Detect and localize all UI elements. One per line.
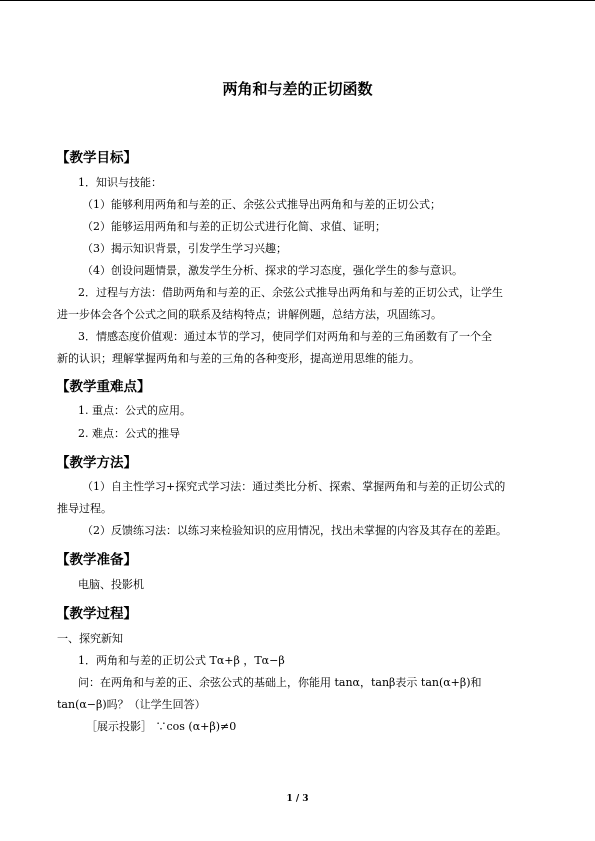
- method-line: （1）自主性学习+探究式学习法：通过类比分析、探索、掌握两角和与差的正切公式的: [82, 480, 506, 493]
- heading-objectives: 【教学目标】: [56, 150, 137, 166]
- objective-line: （3）揭示知识背景，引发学生学习兴趣；: [82, 242, 287, 255]
- method-line: （2）反馈练习法：以练习来检验知识的应用情况，找出未掌握的内容及其存在的差距。: [82, 524, 507, 537]
- objective-line: 3．情感态度价值观：通过本节的学习，使同学们对两角和与差的三角函数有了一个全: [78, 330, 492, 343]
- page-number: 1 / 3: [286, 794, 309, 804]
- objective-line: 2．过程与方法：借助两角和与差的正、余弦公式推导出两角和与差的正切公式，让学生: [78, 286, 503, 299]
- objective-line: （2）能够运用两角和与差的正切公式进行化简、求值、证明；: [82, 220, 386, 233]
- heading-methods: 【教学方法】: [56, 455, 137, 471]
- preparation-line: 电脑、投影机: [78, 578, 144, 591]
- process-line: 问：在两角和与差的正、余弦公式的基础上，你能用 tanα，tanβ表示 tan(α+β)和: [78, 676, 482, 689]
- process-line: tan(α−β)吗？（让学生回答）: [57, 698, 206, 711]
- top-rule: [0, 0, 595, 1]
- heading-process: 【教学过程】: [56, 606, 137, 622]
- method-line: 推导过程。: [57, 502, 112, 515]
- process-line: 一、探究新知: [57, 632, 123, 645]
- heading-preparation: 【教学准备】: [56, 552, 137, 568]
- objective-line: 新的认识；理解掌握两角和与差的三角的各种变形，提高逆用思维的能力。: [57, 352, 420, 365]
- process-line: ［展示投影］ ∵cos (α+β)≠0: [86, 720, 237, 733]
- document-title: 两角和与差的正切函数: [222, 80, 373, 98]
- objective-line: （1）能够利用两角和与差的正、余弦公式推导出两角和与差的正切公式；: [82, 198, 441, 211]
- objective-line: 1．知识与技能：: [78, 176, 162, 189]
- key-point-line: 2. 难点：公式的推导: [78, 427, 180, 440]
- heading-key-points: 【教学重难点】: [56, 379, 151, 395]
- key-point-line: 1. 重点：公式的应用。: [78, 404, 191, 417]
- objective-line: 进一步体会各个公式之间的联系及结构特点；讲解例题，总结方法，巩固练习。: [57, 308, 442, 321]
- objective-line: （4）创设问题情景，激发学生分析、探求的学习态度，强化学生的参与意识。: [82, 264, 463, 277]
- process-line: 1．两角和与差的正切公式 Tα+β ，Tα−β: [78, 654, 285, 667]
